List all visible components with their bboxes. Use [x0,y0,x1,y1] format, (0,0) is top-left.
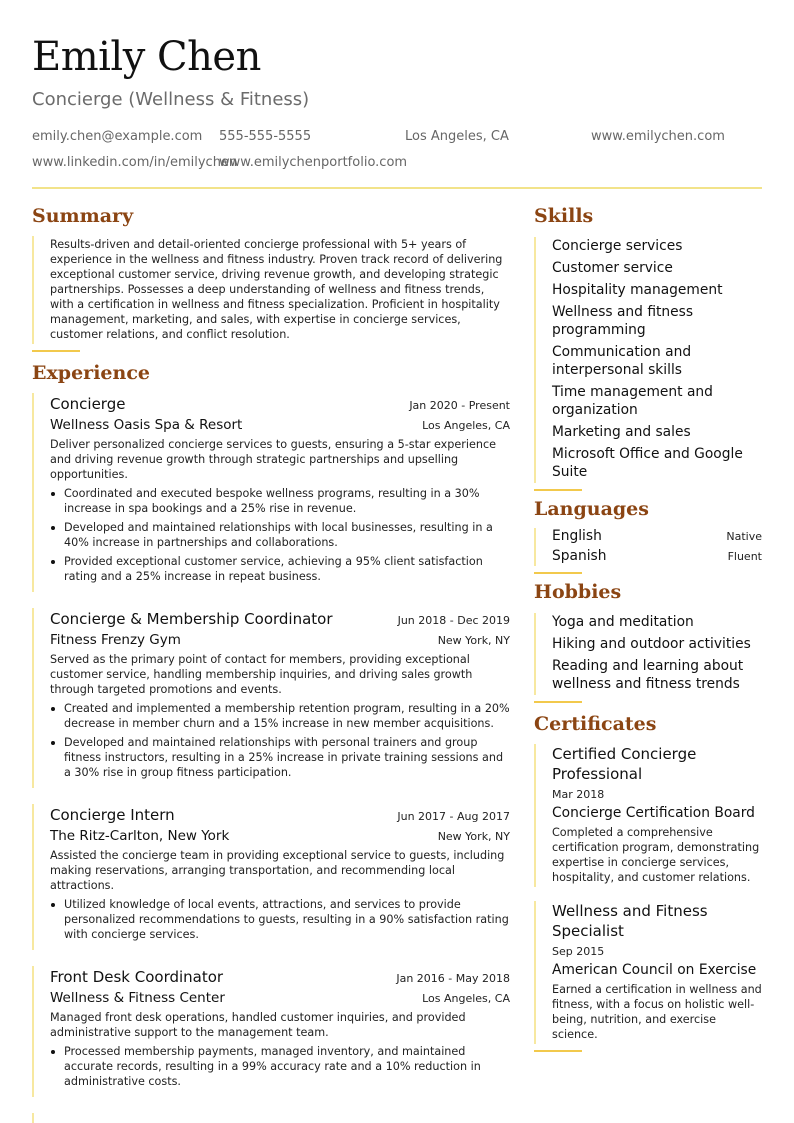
job-location: Los Angeles, CA [422,992,510,1005]
experience-bar-end [32,1113,510,1123]
certificates-underline [534,1050,582,1052]
portfolio-link[interactable]: www.emilychenportfolio.com [219,155,408,170]
skill-item: Concierge services [552,238,683,254]
job-description: Deliver personalized concierge services to guests, ensuring a 5-star experience and driving revenue growth through strategic partnerships and upselling opportunities. [50,438,497,481]
hobby-item: Reading and learning about wellness and fitness trends [552,658,744,692]
skills-underline [534,489,582,491]
certificate-date: Sep 2015 [552,945,605,958]
skill-item: Time management and organization [552,384,713,418]
left-column [32,205,510,1123]
languages-underline [534,572,582,574]
job-description: Served as the primary point of contact for members, providing exceptional customer service, handling membership inquiries, and driving sales growth through targeted promotions and events. [50,653,473,696]
website-link[interactable]: www.emilychen.com [591,129,725,144]
certificate-description: Completed a comprehensive certification program, demonstrating expertise in concierge services, hospitality, and customer relations. [552,826,760,884]
skill-item: Hospitality management [552,282,723,298]
skills-heading: Skills [534,205,594,227]
language-level: Native [726,530,762,543]
location-text: Los Angeles, CA [405,129,509,144]
certificate-org: American Council on Exercise [552,962,757,978]
hobby-item: Hiking and outdoor activities [552,636,751,652]
language-name: English [552,528,602,544]
job-company: Fitness Frenzy Gym [50,632,181,648]
phone-text: 555-555-5555 [219,129,312,144]
certificate-name: Wellness and Fitness Specialist [552,902,708,940]
summary-heading: Summary [32,205,134,227]
certificate-name: Certified Concierge Professional [552,745,697,783]
job-bullet: Developed and maintained relationships with personal trainers and group fitness instructors, resulting in a 25% increase in private training sessions and a 30% rise in group fitness participation. [50,735,510,780]
skill-item: Communication and interpersonal skills [552,344,692,378]
certificate-date: Mar 2018 [552,788,605,801]
job-bullet: Processed membership payments, managed inventory, and maintained accurate records, resulting in a 99% accuracy rate and a 10% reduction in administrative costs. [50,1044,510,1089]
job-entry [32,608,510,788]
job-title: Front Desk Coordinator [50,968,224,986]
summary-underline [32,350,80,352]
language-row [552,548,762,564]
job-company: Wellness & Fitness Center [50,990,225,1006]
certificate-entry [534,744,762,887]
job-entry [32,966,510,1097]
job-title: Concierge Intern [50,806,175,824]
job-date: Jun 2018 - Dec 2019 [397,614,510,627]
job-company: Wellness Oasis Spa & Resort [50,417,243,433]
skills-section [534,237,762,483]
skill-item: Microsoft Office and Google Suite [552,446,743,480]
certificate-description: Earned a certification in wellness and fitness, with a focus on holistic well-being, nutrition, and exercise science. [552,983,762,1041]
summary-text: Results-driven and detail-oriented concierge professional with 5+ years of experience in the wellness and fitness industry. Proven track record of delivering exceptional customer service, driving revenue growth, and developing strategic partnerships. Possesses a deep understanding of wellness and fitness trends, with a certification in wellness and fitness specialization. Proficient in hospitality management, marketing, and sales, with expertise in concierge services, customer relations, and conflict resolution. [50,238,503,341]
job-title: Concierge [50,395,126,413]
job-bullet: Created and implemented a membership retention program, resulting in a 20% decrease in member churn and a 15% increase in new member acquisitions. [50,701,510,731]
candidate-name: Emily Chen [32,34,261,80]
job-bullet: Developed and maintained relationships with local businesses, resulting in a 40% increase in partnerships and collaborations. [50,520,510,550]
job-date: Jun 2017 - Aug 2017 [397,810,510,823]
job-entry [32,804,510,950]
skill-item: Marketing and sales [552,424,691,440]
skill-item: Customer service [552,260,673,276]
job-bullet: Provided exceptional customer service, achieving a 95% client satisfaction rating and a 25% increase in repeat business. [50,554,510,584]
job-date: Jan 2020 - Present [409,399,510,412]
job-description: Assisted the concierge team in providing exceptional service to guests, including making reservations, arranging transportation, and recommending local attractions. [50,849,505,892]
language-row [552,528,762,544]
linkedin-link[interactable]: www.linkedin.com/in/emilychen [32,155,238,170]
summary-section [32,236,510,344]
job-entry [32,393,510,592]
experience-heading: Experience [32,362,150,384]
job-bullet: Utilized knowledge of local events, attractions, and services to provide personalized recommendations to guests, resulting in a 90% satisfaction rating with concierge services. [50,897,510,942]
hobbies-section [534,613,762,695]
skill-item: Wellness and fitness programming [552,304,694,338]
hobbies-heading: Hobbies [534,581,622,603]
right-column [534,205,762,1052]
languages-section [534,528,762,566]
job-title-header: Concierge (Wellness & Fitness) [32,89,310,110]
job-bullet: Coordinated and executed bespoke wellness programs, resulting in a 30% increase in spa bookings and a 25% rise in revenue. [50,486,510,516]
language-name: Spanish [552,548,607,564]
email-link[interactable]: emily.chen@example.com [32,129,203,144]
certificates-heading: Certificates [534,713,657,735]
job-location: New York, NY [437,634,510,647]
hobbies-underline [534,701,582,703]
header-divider [32,187,762,189]
job-location: Los Angeles, CA [422,419,510,432]
job-date: Jan 2016 - May 2018 [396,972,510,985]
job-location: New York, NY [437,830,510,843]
languages-heading: Languages [534,498,649,520]
job-description: Managed front desk operations, handled customer inquiries, and provided administrative support to the management team. [50,1011,466,1039]
language-level: Fluent [727,550,762,563]
hobby-item: Yoga and meditation [552,614,694,630]
job-title: Concierge & Membership Coordinator [50,610,333,628]
certificate-entry [534,901,762,1044]
certificate-org: Concierge Certification Board [552,805,755,821]
job-company: The Ritz-Carlton, New York [50,828,230,844]
